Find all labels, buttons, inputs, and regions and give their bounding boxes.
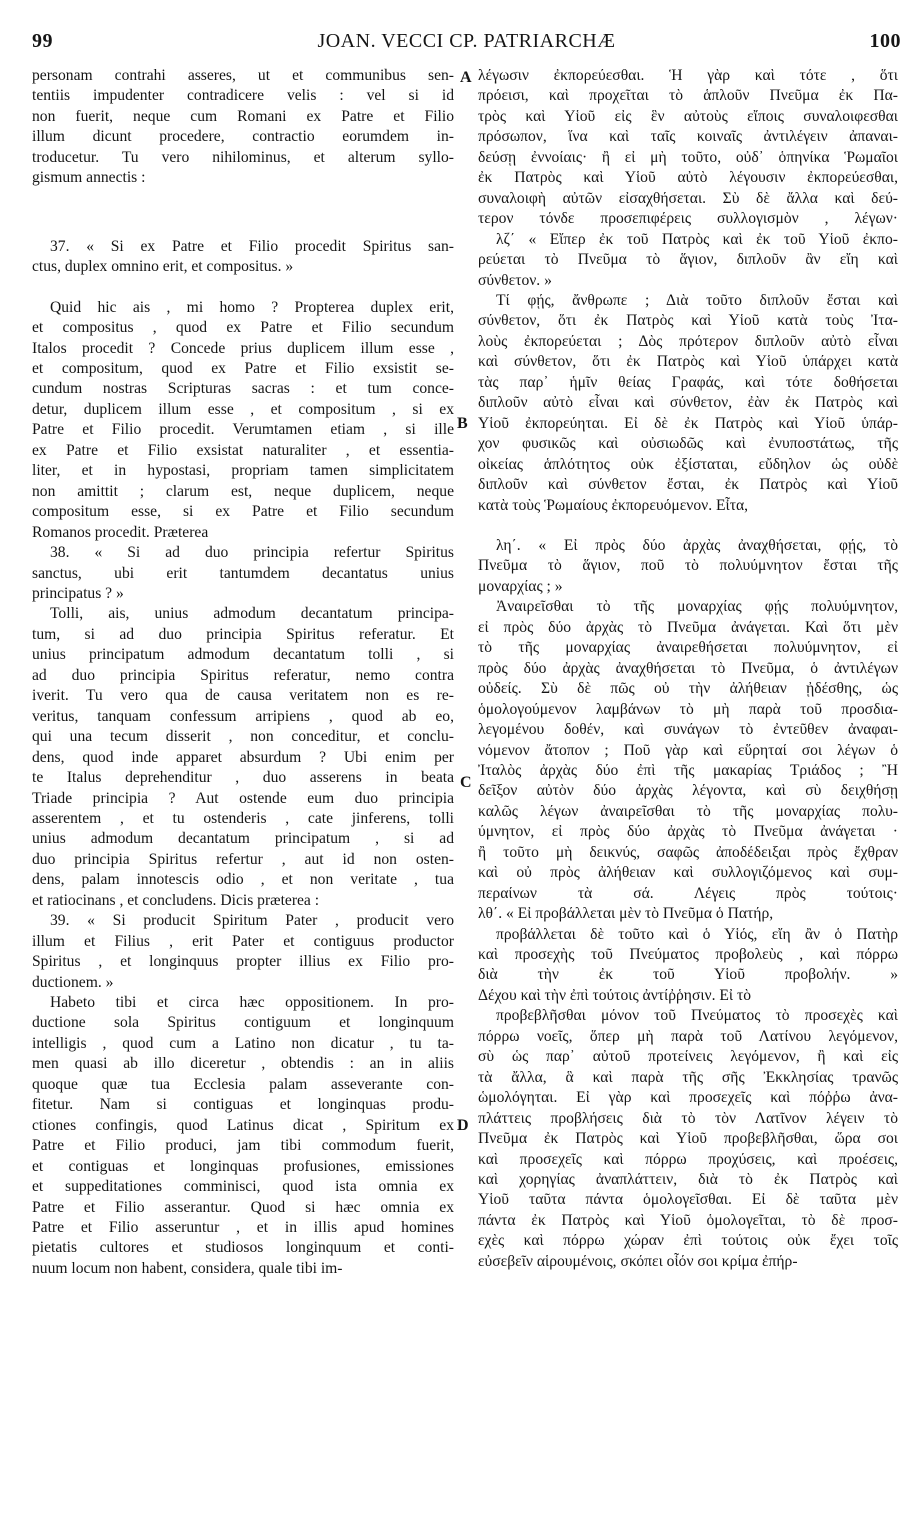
- text-line: περαίνων τὰ σά. Λέγεις πρὸς τούτοις·: [478, 884, 898, 902]
- text-line: dens, quod inde apparet absurdum ? Ubi enim per: [32, 748, 454, 766]
- text-line: Ἰταλὸς ἀρχὰς δύο ἐπὶ τῆς μακαρίας Τριάδος ; Ἢ: [478, 761, 898, 779]
- text-line: μοναρχίας ; »: [478, 577, 563, 595]
- text-line: Patre et Filio asseruntur , et in illis apud homines: [32, 1219, 454, 1237]
- text-line: 38. « Si ad duo principia refertur Spiritus: [50, 544, 454, 562]
- text-line: unius principatum admodum decantatum tolli , si: [32, 646, 454, 664]
- text-line: Romanos procedit. Præterea: [32, 523, 209, 541]
- text-line: Italos procedit ? Concede prius duplicem illum esse ,: [32, 339, 454, 357]
- text-line: et ratiocinans , et concludens. Dicis præterea :: [32, 891, 320, 909]
- text-line: χον φυσικῶς καὶ οὐσιωδῶς καὶ ἐνυποστάτως, τῆς: [478, 435, 898, 453]
- text-line: προβάλλεται δὲ τοῦτο καὶ ὁ Υἱός, εἴη ἂν ὁ Πατὴρ: [496, 925, 898, 943]
- text-line: πάντα ἐκ Πατρὸς καὶ Υἱοῦ ὁμολογεῖται, τὸ δὲ προσ-: [478, 1211, 898, 1229]
- text-line: λη΄. « Εἰ πρὸς δύο ἀρχὰς ἀναχθήσεται, φῄς, τὸ: [496, 536, 898, 554]
- text-line: σὺ ὡς παρ᾽ αὐτοῦ προτείνεις λεγόμενον, ἢ καὶ εἰς: [478, 1048, 898, 1066]
- text-line: ἢ τοῦτο μὴ δεικνύς, σαφῶς ἀποδέδειξαι πρὸς ἔχθραν: [478, 843, 898, 861]
- text-line: καὶ οὐ πρὸς ἀλήθειαν καὶ συλλογιζόμενος καὶ συμ-: [478, 864, 898, 882]
- text-line: et compositus , quod ex Patre et Filio secundum: [32, 319, 454, 337]
- text-line: iverit. Tu vero qua de causa veritatem non es re-: [32, 687, 454, 705]
- text-line: Patre et Filio asserantur. Quod si hæc omnia ex: [32, 1198, 454, 1216]
- text-line: οὐδείς. Σὺ δὲ πῶς οὐ τὴν ἀλήθειαν ᾐδέσθης, ὡς: [478, 680, 898, 698]
- margin-letter-d: D: [457, 1117, 469, 1134]
- text-line: Πνεῦμα τὸ ἅγιον, ποῦ τὸ πολυύμνητον ἔσται τῆς: [478, 557, 898, 575]
- text-line: ctus, duplex omnino erit, et compositus. »: [32, 258, 294, 276]
- text-line: τερον τόνδε προσεπιφέρεις συλλογισμὸν , λέγων·: [478, 210, 898, 228]
- text-line: principatus ? »: [32, 584, 124, 602]
- running-header: [32, 30, 901, 60]
- text-line: οἰκείας ἁπλότητος οὐκ ἐξίσταται, εὔδηλον ὡς οὐδὲ: [478, 455, 898, 473]
- text-line: καλῶς λέγων ἀναιρεῖσθαι τὸ τῆς μοναρχίας πολυ-: [478, 802, 898, 820]
- blank-line: [478, 516, 898, 536]
- text-line: non amittit ; clarum est, neque duplicem, neque: [32, 482, 454, 500]
- text-line: ctiones confingis, quod Latinus dicat , Spiritum ex: [32, 1116, 454, 1134]
- running-title: JOAN. VECCI CP. PATRIARCHÆ: [317, 30, 616, 52]
- text-line: ἐκ Πατρὸς καὶ Υἱοῦ αὐτὸ λέγουσιν ἐκπορεύεσθαι,: [478, 169, 898, 187]
- text-line: unius admodum decantatum principatum , si ad: [32, 830, 454, 848]
- page-number-left: 99: [32, 30, 53, 52]
- text-line: συναλοιφὴ αὐτῶν εἰσαχθήσεται. Σὺ δὲ ἄλλα καὶ δεύ-: [478, 189, 898, 207]
- text-line: qui una tecum disserit , non conceditur, et conclu-: [32, 728, 454, 746]
- text-line: Πνεῦμα ἐκ Πατρὸς καὶ Υἱοῦ προβεβλῆσθαι, ὥρα σοι: [478, 1130, 898, 1148]
- text-line: Patre et Filio procedit. Verumtamen etiam , si ille: [32, 421, 454, 439]
- text-line: Tolli, ais, unius admodum decantatum principa-: [50, 605, 454, 623]
- text-line: καὶ σύνθετον, ὅτι ἐκ Πατρὸς καὶ Υἱοῦ ὑπάρχει κατὰ: [478, 353, 898, 371]
- text-line: gismum annectis :: [32, 169, 146, 187]
- text-line: troducetur. Tu vero nihilominus, et alterum syllo-: [32, 148, 454, 166]
- text-line: Ἀναιρεῖσθαι τὸ τῆς μοναρχίας φῄς πολυύμνητον,: [496, 598, 898, 616]
- text-line: intelligis , quod cum a Latino non dicatur , tu ta-: [32, 1034, 454, 1052]
- text-line: te Italus deprehenditur , duo asserens in beata: [32, 769, 454, 787]
- text-line: illum et Filius , erit Pater et contiguus productor: [32, 932, 454, 950]
- text-line: Τί φῄς, ἄνθρωπε ; Διὰ τοῦτο διπλοῦν ἔσται καὶ: [496, 291, 898, 309]
- text-line: πρόσωπον, ἵνα καὶ ταῖς κοιναῖς ἀντιλέγειν ἀπαναι-: [478, 128, 898, 146]
- text-line: σύνθετον. »: [478, 271, 552, 289]
- latin-column: [32, 66, 454, 1520]
- text-line: ductionem. »: [32, 973, 114, 991]
- text-line: et contiguas et longinquas profusiones, emissiones: [32, 1157, 454, 1175]
- text-line: τὰ ἄλλα, ἃ καὶ παρὰ τῆς σῆς Ἐκκλησίας τρανῶς: [478, 1068, 898, 1086]
- text-line: quoque quæ tua Ecclesia palam asseverante con-: [32, 1075, 454, 1093]
- text-line: νόμενον ἄτοπον ; Ποῦ γὰρ καὶ εὕρηταί σοι λέγων ὁ: [478, 741, 898, 759]
- text-line: τρὸς καὶ Υἱοῦ εἰς ἓν αὐτοὺς εἴποις συναλοιφεσθαι: [478, 107, 898, 125]
- text-line: τὸ τῆς μοναρχίας ἀναιρεθήσεται πολυύμνητον, εἰ: [478, 639, 898, 657]
- text-line: διὰ τὴν ἐκ τοῦ Υἱοῦ προβολήν. »: [478, 966, 898, 984]
- text-line: 37. « Si ex Patre et Filio procedit Spiritus san-: [50, 237, 454, 255]
- page-number-right: 100: [869, 30, 901, 52]
- text-line: δεῖξον αὐτὸν δύο ἀρχὰς λέγοντα, καὶ σὺ δειχθήσῃ: [478, 782, 898, 800]
- text-line: κατὰ τοὺς Ῥωμαίους ἐκπορευόμενον. Εἶτα,: [478, 496, 749, 514]
- text-line: διπλοῦν αὐτὸ εἶναι καὶ σύνθετον, ἐὰν ἐκ Πατρὸς καὶ: [478, 394, 898, 412]
- text-line: Quid hic ais , mi homo ? Propterea duplex erit,: [50, 298, 454, 316]
- text-line: λοὺς ἐκπορεύεται ; Δὸς πρότερον διπλοῦν αὐτὸ εἶναι: [478, 332, 898, 350]
- text-line: duo principia Spiritus refertur , aut id non osten-: [32, 850, 454, 868]
- text-line: fitetur. Nam si contiguas et longinquas produ-: [32, 1096, 454, 1114]
- text-line: Spiritus , et longinquus propter illius ex Filio pro-: [32, 953, 454, 971]
- text-line: καὶ προσεχὴς τοῦ Πνεύματος προβολεὺς , καὶ πόρρω: [478, 946, 898, 964]
- text-line: ductione sola Spiritus contiguum et longinquum: [32, 1014, 454, 1032]
- text-line: et compositum, quod ex Patre et Filio exsistit se-: [32, 359, 454, 377]
- text-line: πόρρω νοεῖς, ὅπερ μὴ παρὰ τοῦ Λατίνου λεγόμενον,: [478, 1027, 898, 1045]
- text-line: tum, si ad duo principia Spiritus referatur. Et: [32, 625, 454, 643]
- text-line: liter, et in hypostasi, propriam tamen simplicitatem: [32, 462, 454, 480]
- text-line: illum dicunt procedere, contractio eorumdem in-: [32, 128, 454, 146]
- margin-letter-b: B: [457, 415, 468, 432]
- text-line: Habeto tibi et circa hæc oppositionem. In pro-: [50, 994, 454, 1012]
- text-line: men quasi ab illo diceretur , obtendis : an in aliis: [32, 1055, 454, 1073]
- text-line: 39. « Si producit Spiritum Pater , producit vero: [50, 912, 454, 930]
- text-line: προβεβλῆσθαι μόνον τοῦ Πνεύματος τὸ προσεχὲς καὶ: [496, 1007, 898, 1025]
- text-line: pietatis cultores et studiosos longinquum et conti-: [32, 1239, 454, 1257]
- text-line: Patre et Filio produci, jam tibi commodum fuerit,: [32, 1137, 454, 1155]
- text-line: sanctus, ubi erit tantumdem decantatus unius: [32, 564, 454, 582]
- text-line: διπλοῦν καὶ σύνθετον ἔσται, ἐκ Πατρὸς καὶ Υἱοῦ: [478, 476, 898, 494]
- text-line: veritus, tanquam confessum arripiens , quod ab eo,: [32, 707, 454, 725]
- text-line: καὶ χορηγίας ἀναπλάττειν, διὰ τὸ ἐκ Πατρὸς καὶ: [478, 1171, 898, 1189]
- text-line: cundum nostras Scripturas sacras : et tum conce-: [32, 380, 454, 398]
- text-line: καὶ προσεχεῖς καὶ πόρρω προχύσεις, καὶ προέσεις,: [478, 1150, 898, 1168]
- text-line: ρεύεται τὸ Πνεῦμα τὸ ἅγιον, διπλοῦν ἂν εἴη καὶ: [478, 251, 898, 269]
- text-line: εχὲς καὶ πόρρω χώραν ἐπὶ τούτοις οὐκ ἔχει τοῖς: [478, 1232, 898, 1250]
- text-line: nuum locum non habent, considera, quale tibi im-: [32, 1259, 343, 1277]
- text-line: ad duo principia Spiritus referatur, nemo contra: [32, 666, 454, 684]
- text-line: λέγωσιν ἐκπορεύεσθαι. Ἡ γὰρ καὶ τότε , ὅτι: [478, 67, 898, 84]
- text-line: ex Patre et Filio exsistat naturaliter , et essentia-: [32, 441, 454, 459]
- margin-letter-a: A: [460, 69, 472, 86]
- text-line: ύμνητον, εἰ πρὸς δύο ἀρχὰς τὸ Πνεῦμα ἀνάγεται ·: [478, 823, 898, 841]
- text-line: Υἱοῦ ἐκπορεύηται. Εἰ δὲ ἐκ Πατρὸς καὶ Υἱοῦ ὑπάρ-: [478, 414, 898, 432]
- text-line: compositum esse, si ex Patre et Filio secundum: [32, 503, 454, 521]
- text-line: λεγομένου δοθέν, καὶ συνάγων τὸ ἐντεῦθεν ἀναφαι-: [478, 721, 898, 739]
- text-line: λζ΄ « Εἴπερ ἐκ τοῦ Πατρὸς καὶ ἐκ τοῦ Υἱοῦ ἐκπο-: [496, 230, 898, 248]
- blank-line: [32, 189, 454, 237]
- text-line: dens, palam innotescis odio , et non veritate , tua: [32, 871, 454, 889]
- text-line: personam contrahi asseres, ut et communibus sen-: [32, 67, 454, 84]
- text-line: detur, duplicem illum esse , et compositum , si ex: [32, 400, 454, 418]
- text-line: εἰ πρὸς δύο ἀρχὰς τὸ Πνεῦμα ἀνάγεται. Καὶ ὅτι μὲν: [478, 618, 898, 636]
- text-line: λθ΄. « Εἰ προβάλλεται μὲν τὸ Πνεῦμα ὁ Πατήρ,: [478, 905, 774, 923]
- blank-line: [32, 278, 454, 298]
- text-line: Υἱοῦ ταῦτα πάντα ὁμολογεῖσθαι. Εἰ δὲ ταῦτα μὲν: [478, 1191, 898, 1209]
- text-line: non fuerit, neque cum Romani ex Patre et Filio: [32, 107, 454, 125]
- text-line: asserentem , et tu ostenderis , cate jinferens, tolli: [32, 809, 454, 827]
- text-line: tentiis impudenter contradicere velis : vel si id: [32, 87, 454, 105]
- text-line: πρόεισι, καὶ προχεῖται τὸ ἁπλοῦν Πνεῦμα ἐκ Πα-: [478, 87, 898, 105]
- margin-letter-c: C: [460, 774, 472, 791]
- text-line: ὁμολογούμενον λαμβάνων τὸ μὴ παρὰ τοῦ προσδια-: [478, 700, 898, 718]
- text-line: τὰς παρ᾽ ἡμῖν θείας Γραφάς, καὶ τότε δοθήσεται: [478, 373, 898, 391]
- text-line: Δέχου καὶ τὴν ἐπὶ τούτοις ἀντίῤῥησιν. Εἰ τὸ: [478, 986, 752, 1004]
- text-line: et suppeditationes comminisci, quod ista omnia ex: [32, 1178, 454, 1196]
- text-line: πρὸς δύο ἀρχὰς ἀναχθήσεται τὸ Πνεῦμα, ὁ ἀντιλέγων: [478, 659, 898, 677]
- text-line: εὐσεβεῖν αἱρουμένοις, σκόπει οἷόν σοι κρίμα ἐπήρ-: [478, 1252, 798, 1270]
- text-line: πλάττεις προβλήσεις διὰ τὸ τὸν Λατῖνον λέγειν τὸ: [478, 1109, 898, 1127]
- text-line: δεύσῃ ἐννοίαις· ἢ εἰ μὴ τοῦτο, οὐδ᾽ ὁπηνίκα Ῥωμαῖοι: [478, 148, 898, 166]
- text-line: ὡμολόγηται. Εἰ γὰρ καὶ προσεχεῖς καὶ πόῤῥω ἀνα-: [478, 1089, 898, 1107]
- greek-column: [478, 66, 898, 1520]
- text-line: σύνθετον, ὅτι ἐκ Πατρὸς καὶ Υἱοῦ κατὰ τοὺς Ἰτα-: [478, 312, 898, 330]
- text-line: Triade principia ? Aut ostende eum duo principia: [32, 789, 454, 807]
